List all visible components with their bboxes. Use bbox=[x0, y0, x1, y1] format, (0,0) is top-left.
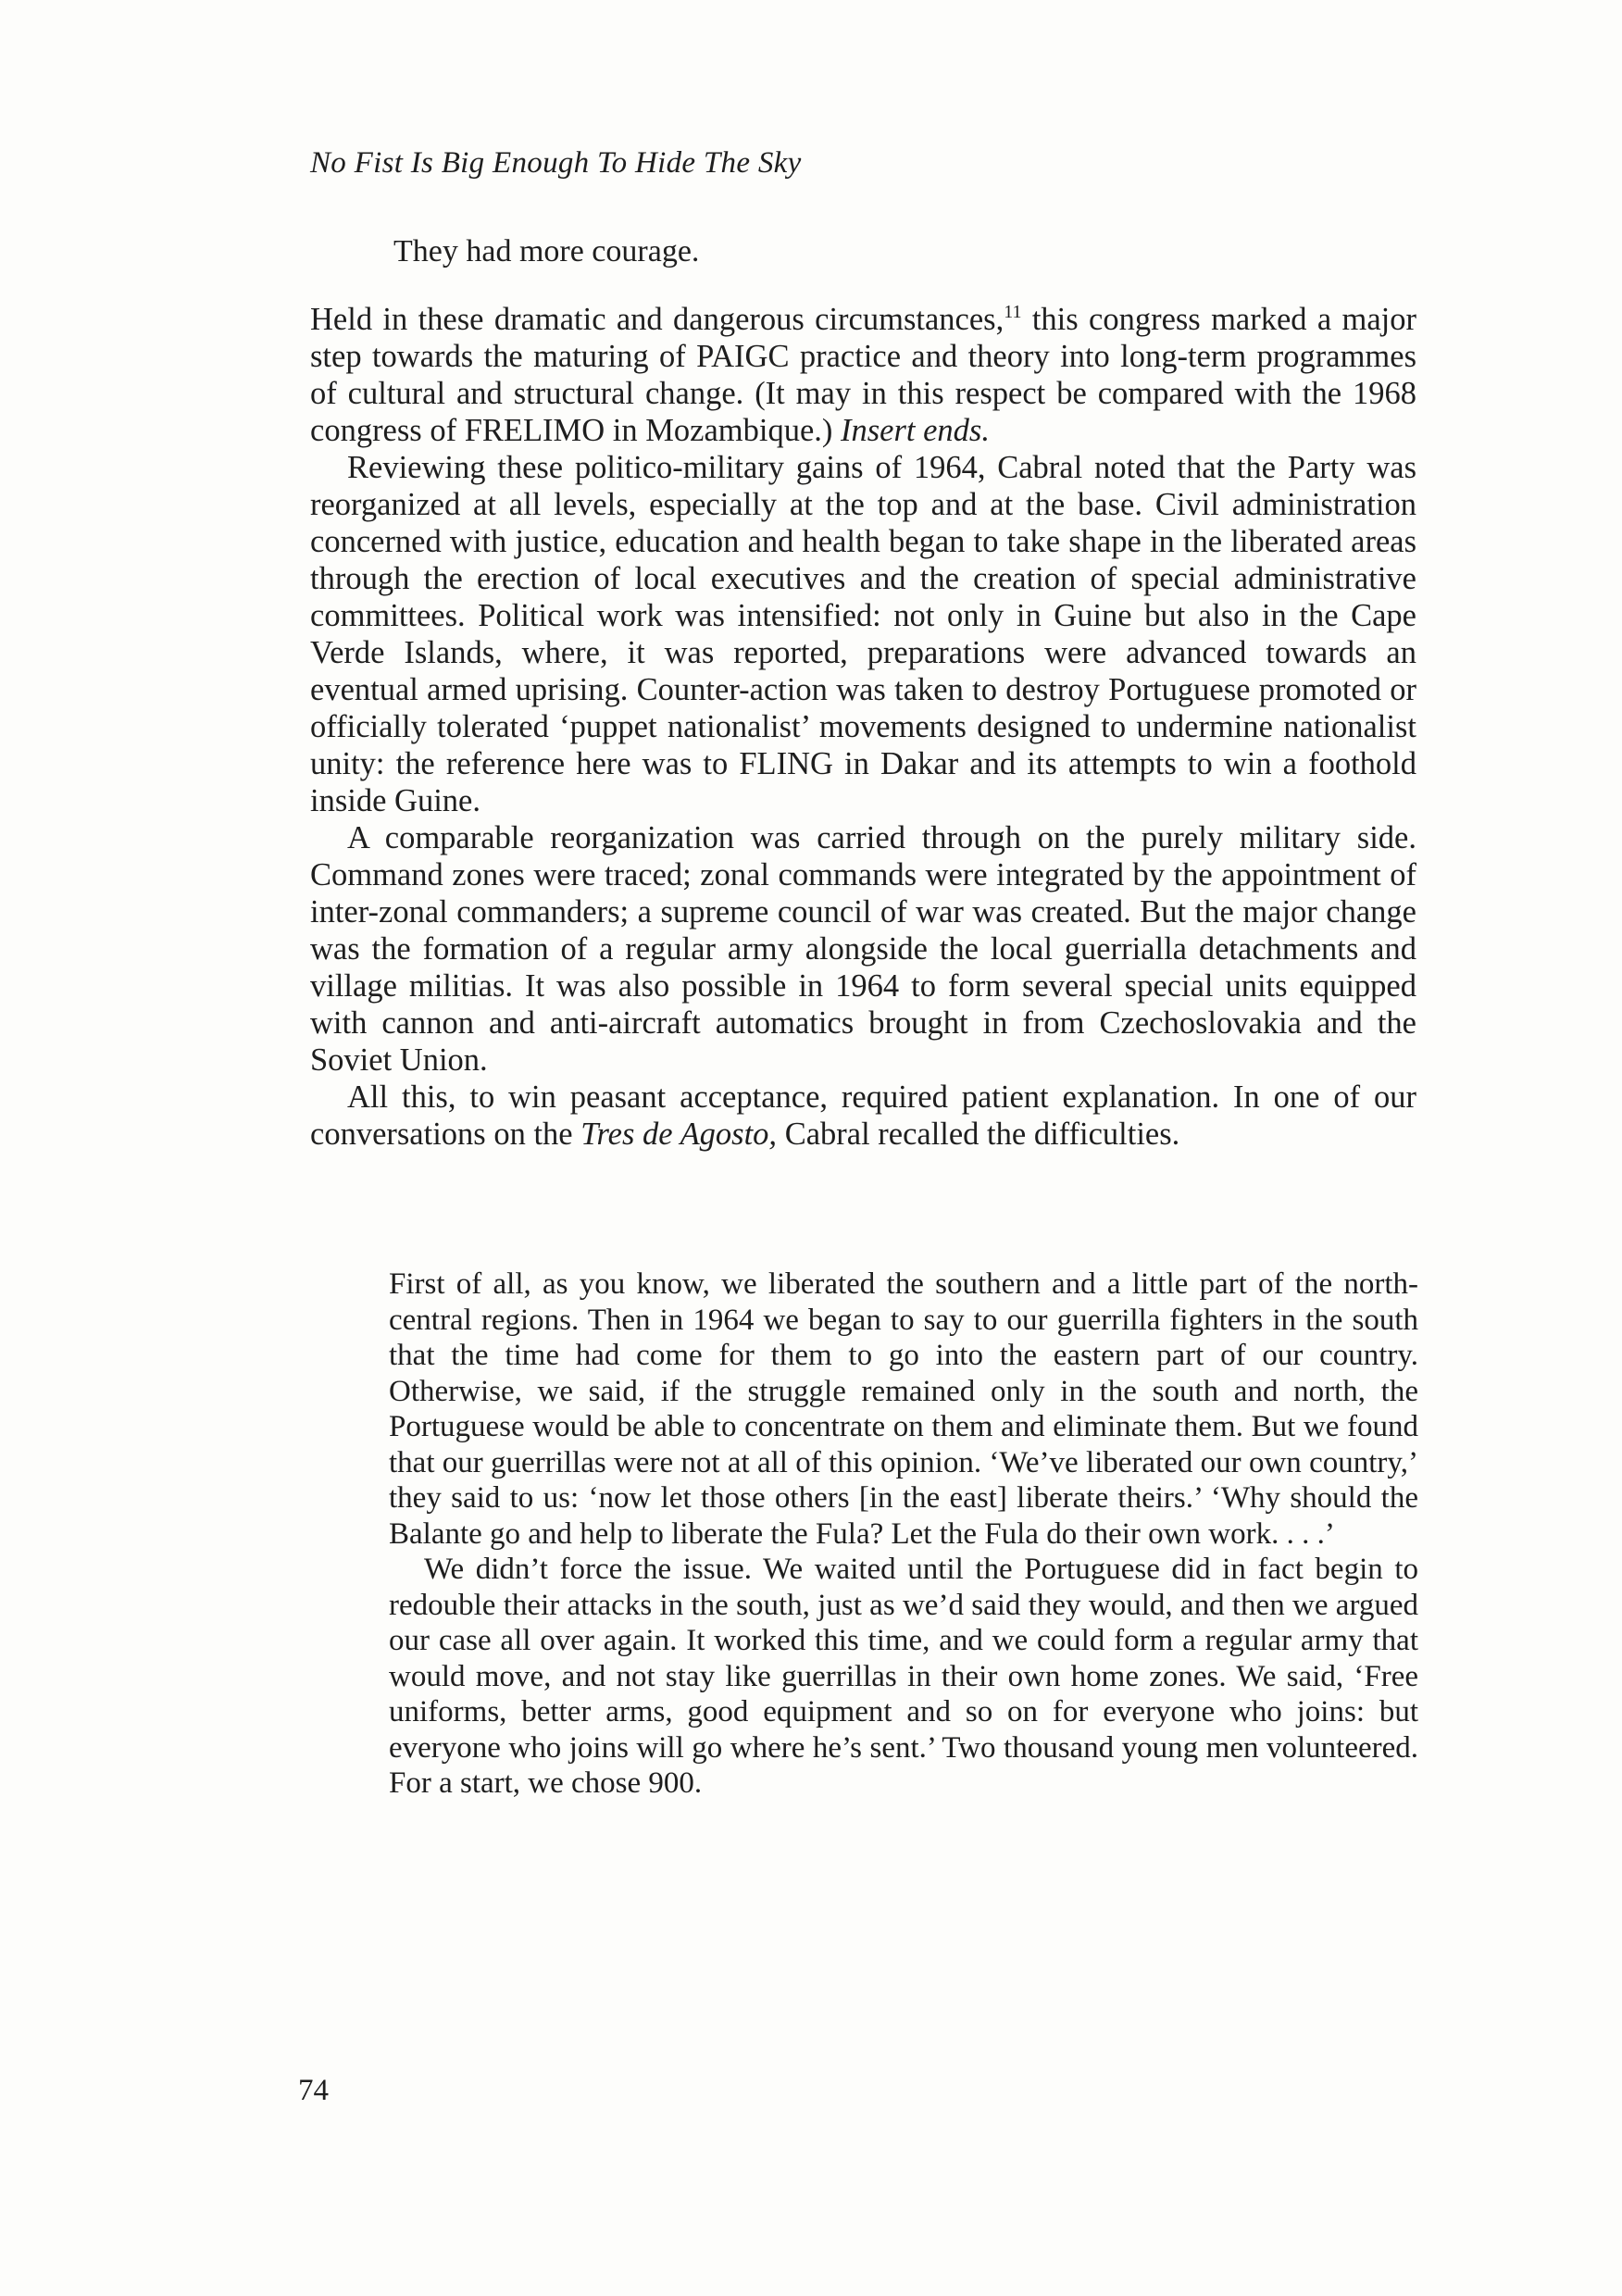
body-paragraph-4 bbox=[310, 1079, 1416, 1153]
footnote-reference: 11 bbox=[1004, 302, 1022, 322]
insert-ends-marker: Insert ends. bbox=[841, 413, 990, 448]
body-paragraph-1 bbox=[310, 301, 1416, 449]
quote-paragraph-1: First of all, as you know, we liberated the southern and a little part of the north-central regions. Then in 1964 we began to say to our guerrilla fighters in the south that the time had come for them to go into the eastern part of our country. Otherwise, we said, if the struggle remained only in the south and north, the Portuguese would be able to concentrate on them and eliminate them. But we found that our guerrillas were not at all of this opinion. ‘We’ve liberated our own country,’ they said to us: ‘now let those others [in the east] liberate theirs.’ ‘Why should the Balante go and help to liberate the Fula? Let the Fula do their own work. . . .’ bbox=[389, 1267, 1418, 1551]
quote-paragraph-2: We didn’t force the issue. We waited until the Portuguese did in fact begin to redouble their attacks in the south, just as we’d said they would, and then we argued our case all over again. It worked this time, and we could form a regular army that would move, and not stay like guerrillas in their own home zones. We said, ‘Free uniforms, better arms, good equipment and so on for everyone who joins: but everyone who joins will go where he’s sent.’ Two thousand young men volunteered. For a start, we chose 900. bbox=[389, 1553, 1418, 1800]
epigraph-line: They had more courage. bbox=[393, 234, 700, 268]
block-quote bbox=[389, 1267, 1418, 1802]
ship-name: Tres de Agosto, bbox=[580, 1117, 778, 1152]
running-head: No Fist Is Big Enough To Hide The Sky bbox=[310, 146, 802, 180]
paragraph-1-text: Held in these dramatic and dangerous circumstances, bbox=[310, 302, 1004, 337]
paragraph-1-continuation: this congress marked a major step towards the maturing of PAIGC practice and theory into long-term programmes of cultural and structural change. (It may in this respect be compared with the 1968 congress of FRELIMO in Mozambique.) bbox=[310, 302, 1417, 448]
body-paragraph-3: A comparable reorganization was carried through on the purely military side. Command zones were traced; zonal commands were integrated by the appointment of inter-zonal commanders; a supreme council of war was created. But the major change was the formation of a regular army alongside the local guerrialla detachments and village militias. It was also possible in 1964 to form several special units equipped with cannon and anti-aircraft automatics brought in from Czechoslovakia and the Soviet Union. bbox=[310, 820, 1416, 1078]
paragraph-4-text: All this, to win peasant acceptance, required patient explanation. In one of our conversations on the bbox=[310, 1079, 1416, 1152]
body-text bbox=[310, 301, 1416, 1153]
page-number: 74 bbox=[298, 2074, 329, 2107]
paragraph-4-continuation: Cabral recalled the difficulties. bbox=[777, 1117, 1180, 1152]
body-paragraph-2: Reviewing these politico-military gains of 1964, Cabral noted that the Party was reorganized at all levels, especially at the top and at the base. Civil administration concerned with justice, education and health began to take shape in the liberated areas through the erection of local executives and the creation of special administrative committees. Political work was intensified: not only in Guine but also in the Cape Verde Islands, where, it was reported, preparations were advanced towards an eventual armed uprising. Counter-action was taken to destroy Portuguese promoted or officially tolerated ‘puppet nationalist’ movements designed to undermine nationalist unity: the reference here was to FLING in Dakar and its attempts to win a foothold inside Guine. bbox=[310, 450, 1416, 818]
